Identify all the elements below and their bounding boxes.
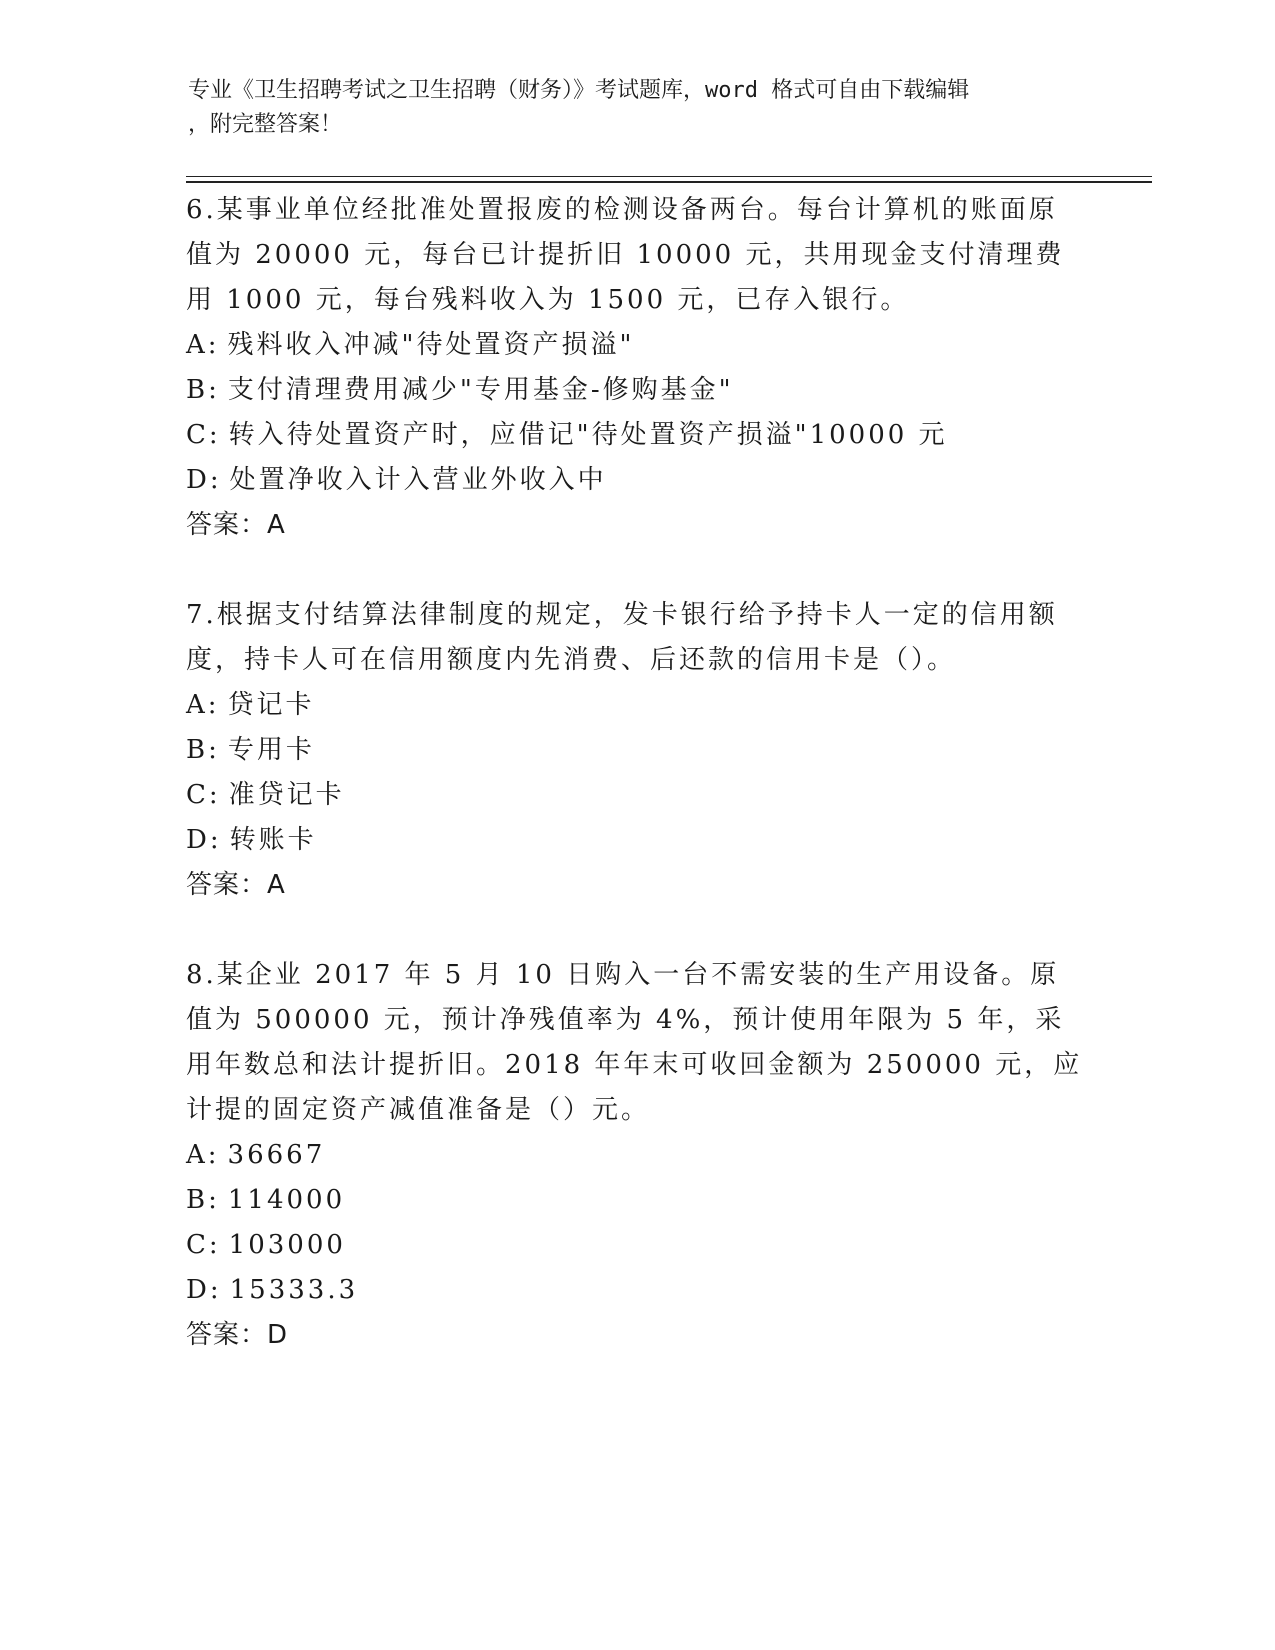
option-key: C: <box>186 420 221 450</box>
option-key: B: <box>186 735 220 765</box>
answer-line: 答案：A <box>186 870 286 900</box>
question-stem: 6.某事业单位经批准处置报废的检测设备两台。每台计算机的账面原值为 20000 元，每台已计提折旧 10000 元，共用现金支付清理费用 1000 元，每台残料收入为 1500 元，已存入银行。 <box>186 195 1065 315</box>
option-c <box>186 773 1086 818</box>
question-7 <box>186 593 1086 908</box>
option-text: 准贷记卡 <box>228 780 345 810</box>
question-stem: 7.根据支付结算法律制度的规定，发卡银行给予持卡人一定的信用额度，持卡人可在信用额度内先消费、后还款的信用卡是（）。 <box>186 600 1058 675</box>
option-key: B: <box>186 1185 220 1215</box>
option-key: D: <box>186 825 222 855</box>
option-text: 36667 <box>227 1140 326 1170</box>
option-b <box>186 728 1086 773</box>
option-key: A: <box>186 690 220 720</box>
option-text: 转账卡 <box>229 825 317 855</box>
question-stem: 8.某企业 2017 年 5 月 10 日购入一台不需安装的生产用设备。原值为 500000 元，预计净残值率为 4%，预计使用年限为 5 年，采用年数总和法计提折旧。2018 年年末可收回金额为 250000 元，应计提的固定资产减值准备是（）元。 <box>186 960 1083 1125</box>
option-d <box>186 818 1086 863</box>
option-c <box>186 1223 1086 1268</box>
document-header <box>188 74 1068 142</box>
option-key: C: <box>186 780 221 810</box>
option-text: 转入待处置资产时，应借记"待处置资产损溢"10000 元 <box>228 420 948 450</box>
option-text: 残料收入冲减"待处置资产损溢" <box>227 330 635 360</box>
header-line-1: 专业《卫生招聘考试之卫生招聘（财务）》考试题库，word 格式可自由下载编辑 <box>188 78 970 103</box>
option-text: 专用卡 <box>227 735 315 765</box>
option-a <box>186 1133 1086 1178</box>
option-text: 15333.3 <box>229 1275 359 1305</box>
option-text: 支付清理费用减少"专用基金-修购基金" <box>227 375 734 405</box>
option-key: D: <box>186 1275 222 1305</box>
option-text: 贷记卡 <box>227 690 315 720</box>
question-8 <box>186 953 1086 1358</box>
option-d <box>186 458 1086 503</box>
option-a <box>186 323 1086 368</box>
option-text: 处置净收入计入营业外收入中 <box>229 465 607 495</box>
option-key: D: <box>186 465 222 495</box>
header-divider-thick <box>186 181 1152 183</box>
option-key: A: <box>186 330 220 360</box>
header-divider-thin <box>186 176 1152 177</box>
option-key: C: <box>186 1230 221 1260</box>
option-text: 114000 <box>227 1185 346 1215</box>
option-c <box>186 413 1086 458</box>
option-key: A: <box>186 1140 220 1170</box>
option-d <box>186 1268 1086 1313</box>
option-text: 103000 <box>228 1230 346 1260</box>
option-b <box>186 1178 1086 1223</box>
option-key: B: <box>186 375 220 405</box>
question-6 <box>186 188 1086 548</box>
option-b <box>186 368 1086 413</box>
option-a <box>186 683 1086 728</box>
answer-line: 答案：A <box>186 510 286 540</box>
answer-line: 答案：D <box>186 1320 289 1350</box>
question-list <box>186 188 1086 1403</box>
header-line-2: ，附完整答案！ <box>188 112 343 137</box>
